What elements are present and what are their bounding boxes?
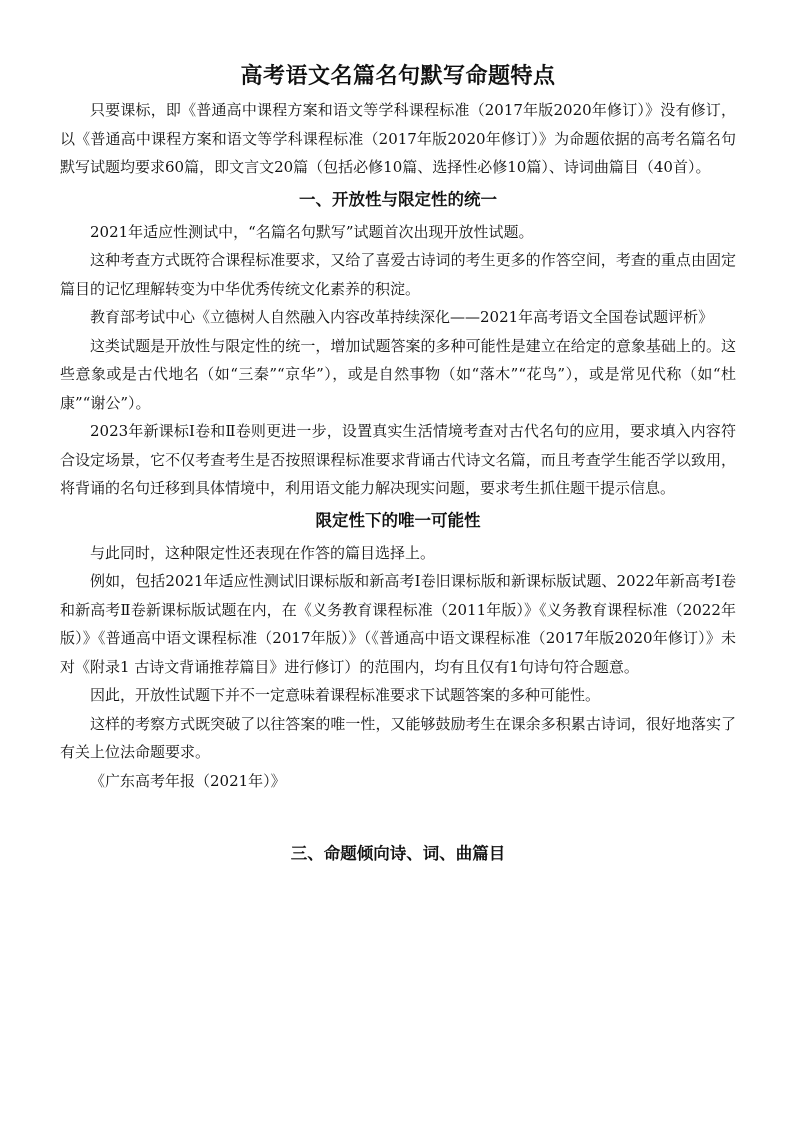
paragraph: 2021年适应性测试中，“名篇名句默写”试题首次出现开放性试题。 (90, 222, 534, 241)
section-heading-uniqueness: 限定性下的唯一可能性 (315, 510, 481, 530)
citation-paragraph: 教育部考试中心《立德树人自然融入内容改革持续深化——2021年高考语文全国卷试题评析》 (90, 308, 714, 326)
document-title: 高考语文名篇名句默写命题特点 (240, 64, 556, 89)
paragraph: 例如，包括2021年适应性测试旧课标版和新高考Ⅰ卷旧课标版和新课标版试题、2022年新高考Ⅰ卷和新高考Ⅱ卷新课标版试题在内，在《义务教育课程标准（2011年版）》《义务教育课程标准（2022年版）》《普通高中语文课程标准（2017年版）》（《普通高中语文课程标准（2017年版2020年修订）》未对《附录1 古诗文背诵推荐篇目》进行修订）的范围内，均有且仅有1句诗句符合题意。 (60, 572, 736, 676)
intro-paragraph: 只要课标，即《普通高中课程方案和语文等学科课程标准（2017年版2020年修订）》没有修订，以《普通高中课程方案和语文等学科课程标准（2017年版2020年修订）》为命题依据的高考名篇名句默写试题均要求60篇，即文言文20篇（包括必修10篇、选择性必修10篇）、诗词曲篇目（40首）。 (60, 101, 736, 176)
document-page (60, 62, 736, 872)
paragraph: 这类试题是开放性与限定性的统一，增加试题答案的多种可能性是建立在给定的意象基础上的。这些意象或是古代地名（如“三秦”“京华”），或是自然事物（如“落木”“花鸟”），或是常见代称（如“杜康”“谢公”）。 (60, 336, 736, 412)
paragraph: 与此同时，这种限定性还表现在作答的篇目选择上。 (90, 543, 436, 562)
section-heading-openness: 一、开放性与限定性的统一 (299, 189, 497, 209)
source-citation: 《广东高考年报（2021年）》 (90, 771, 286, 790)
paragraph: 这种考查方式既符合课程标准要求，又给了喜爱古诗词的考生更多的作答空间，考查的重点由固定篇目的记忆理解转变为中华优秀传统文化素养的积淀。 (60, 251, 736, 298)
paragraph: 2023年新课标Ⅰ卷和Ⅱ卷则更进一步，设置真实生活情境考查对古代名句的应用，要求填入内容符合设定场景，它不仅考查考生是否按照课程标准要求背诵古代诗文名篇，而且考查学生能否学以致用，将背诵的名句迁移到具体情境中，利用语文能力解决现实问题，要求考生抓住题干提示信息。 (60, 422, 736, 497)
paragraph: 因此，开放性试题下并不一定意味着课程标准要求下试题答案的多种可能性。 (90, 686, 601, 704)
paragraph: 这样的考察方式既突破了以往答案的唯一性，又能够鼓励考生在课余多积累古诗词，很好地落实了有关上位法命题要求。 (60, 714, 736, 761)
section-heading-poetry: 三、命题倾向诗、词、曲篇目 (290, 844, 506, 863)
